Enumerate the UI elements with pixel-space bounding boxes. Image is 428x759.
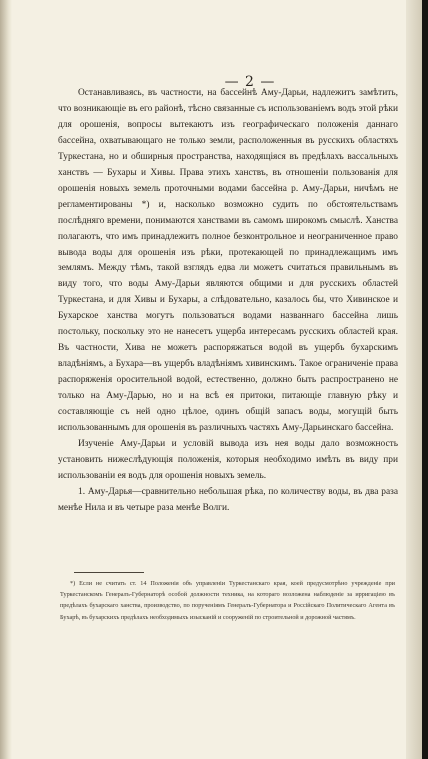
paragraph-study-conclusions: Изученіе Аму-Дарьи и условій вывода изъ нея воды дало возможность установить нижеслѣдующія положенія, которыя необходимо имѣть въ виду при использованіи ея водъ для орошенія новыхъ земель. — [58, 438, 398, 481]
numbered-point-1: 1. Аму-Дарья—сравнительно небольшая рѣка, по количеству воды, въ два раза менѣе Нила и въ четыре раза менѣе Волги. — [58, 486, 398, 513]
paragraph-amu-darya-basin: Останавливаясь, въ частности, на бассейнѣ Аму-Дарьи, надлежитъ замѣтить, что возникающіе въ его районѣ, тѣсно связанные съ использованіемъ водъ этой рѣки для орошенія, вопросы вытекаютъ изъ географическаго положенія даннаго бассейна, охватывающаго не только земли, расположенныя въ русскихъ областяхъ Туркестана, но и обширныя пространства, находящіяся въ предѣлахъ вассальныхъ ханствъ — Бухары и Хивы. Права этихъ ханствъ, въ отношеніи пользованія для орошенія новыхъ земель проточными водами бассейна р. Аму-Дарьи, ничѣмъ не регламентированы *) и, насколько возможно судить по обстоятельствамъ послѣдняго времени, понимаются ханствами въ самомъ широкомъ смыслѣ. Ханства полагаютъ, что имъ принадлежитъ полное безконтрольное и неограниченное право вывода воды для орошенія изъ рѣки, протекающей по принадлежащимъ имъ землямъ. Между тѣмъ, такой взглядъ едва ли можетъ считаться правильнымъ въ виду того, что воды Аму-Дарьи являются общими и для русскихъ областей Туркестана, и для Хивы и Бухары, а слѣдовательно, казалось бы, что Хивинское и Бухарское ханства могутъ пользоваться водами названнаго бассейна лишь постольку, поскольку это не нанесетъ ущерба интересамъ русскихъ областей края. Въ частности, Хива не можетъ распоряжаться водой въ ущербъ бухарскимъ владѣніямъ, а Бухара—въ ущербъ владѣніямъ хивинскимъ. Такое ограниченіе права распоряженія оросительной водой, естественно, должно быть распространено не только на Аму-Дарью, но и на всѣ ея притоки, питающіе главную рѣку и составляющіе съ ней одно цѣлое, одинъ общій запасъ воды, могущій быть использованнымъ для орошенія въ различныхъ частяхъ Аму-Дарьинскаго бассейна. — [58, 88, 398, 434]
gutter-shadow — [0, 0, 12, 759]
footnote-rule — [74, 572, 144, 573]
page-number: — 2 — — [224, 74, 276, 90]
footnote: *) Если не считать ст. 14 Положенія объ управленіи Туркестанскаго края, коей предусмотрѣно учрежденіе при Туркестанскомъ Генералъ-Губернаторѣ особой должности техника, на котораго возложена наблюденіе за ирригаціею въ предѣлахъ бухарскаго ханства, производство, по порученіямъ Генералъ-Губернатора и Россійскаго Политическаго Агента въ Бухарѣ, въ бухарскихъ предѣлахъ необходимыхъ изысканій и сооруженій по строительной и дорожной частямъ. — [60, 580, 395, 621]
body-text — [58, 86, 398, 517]
scan-border — [422, 0, 428, 759]
